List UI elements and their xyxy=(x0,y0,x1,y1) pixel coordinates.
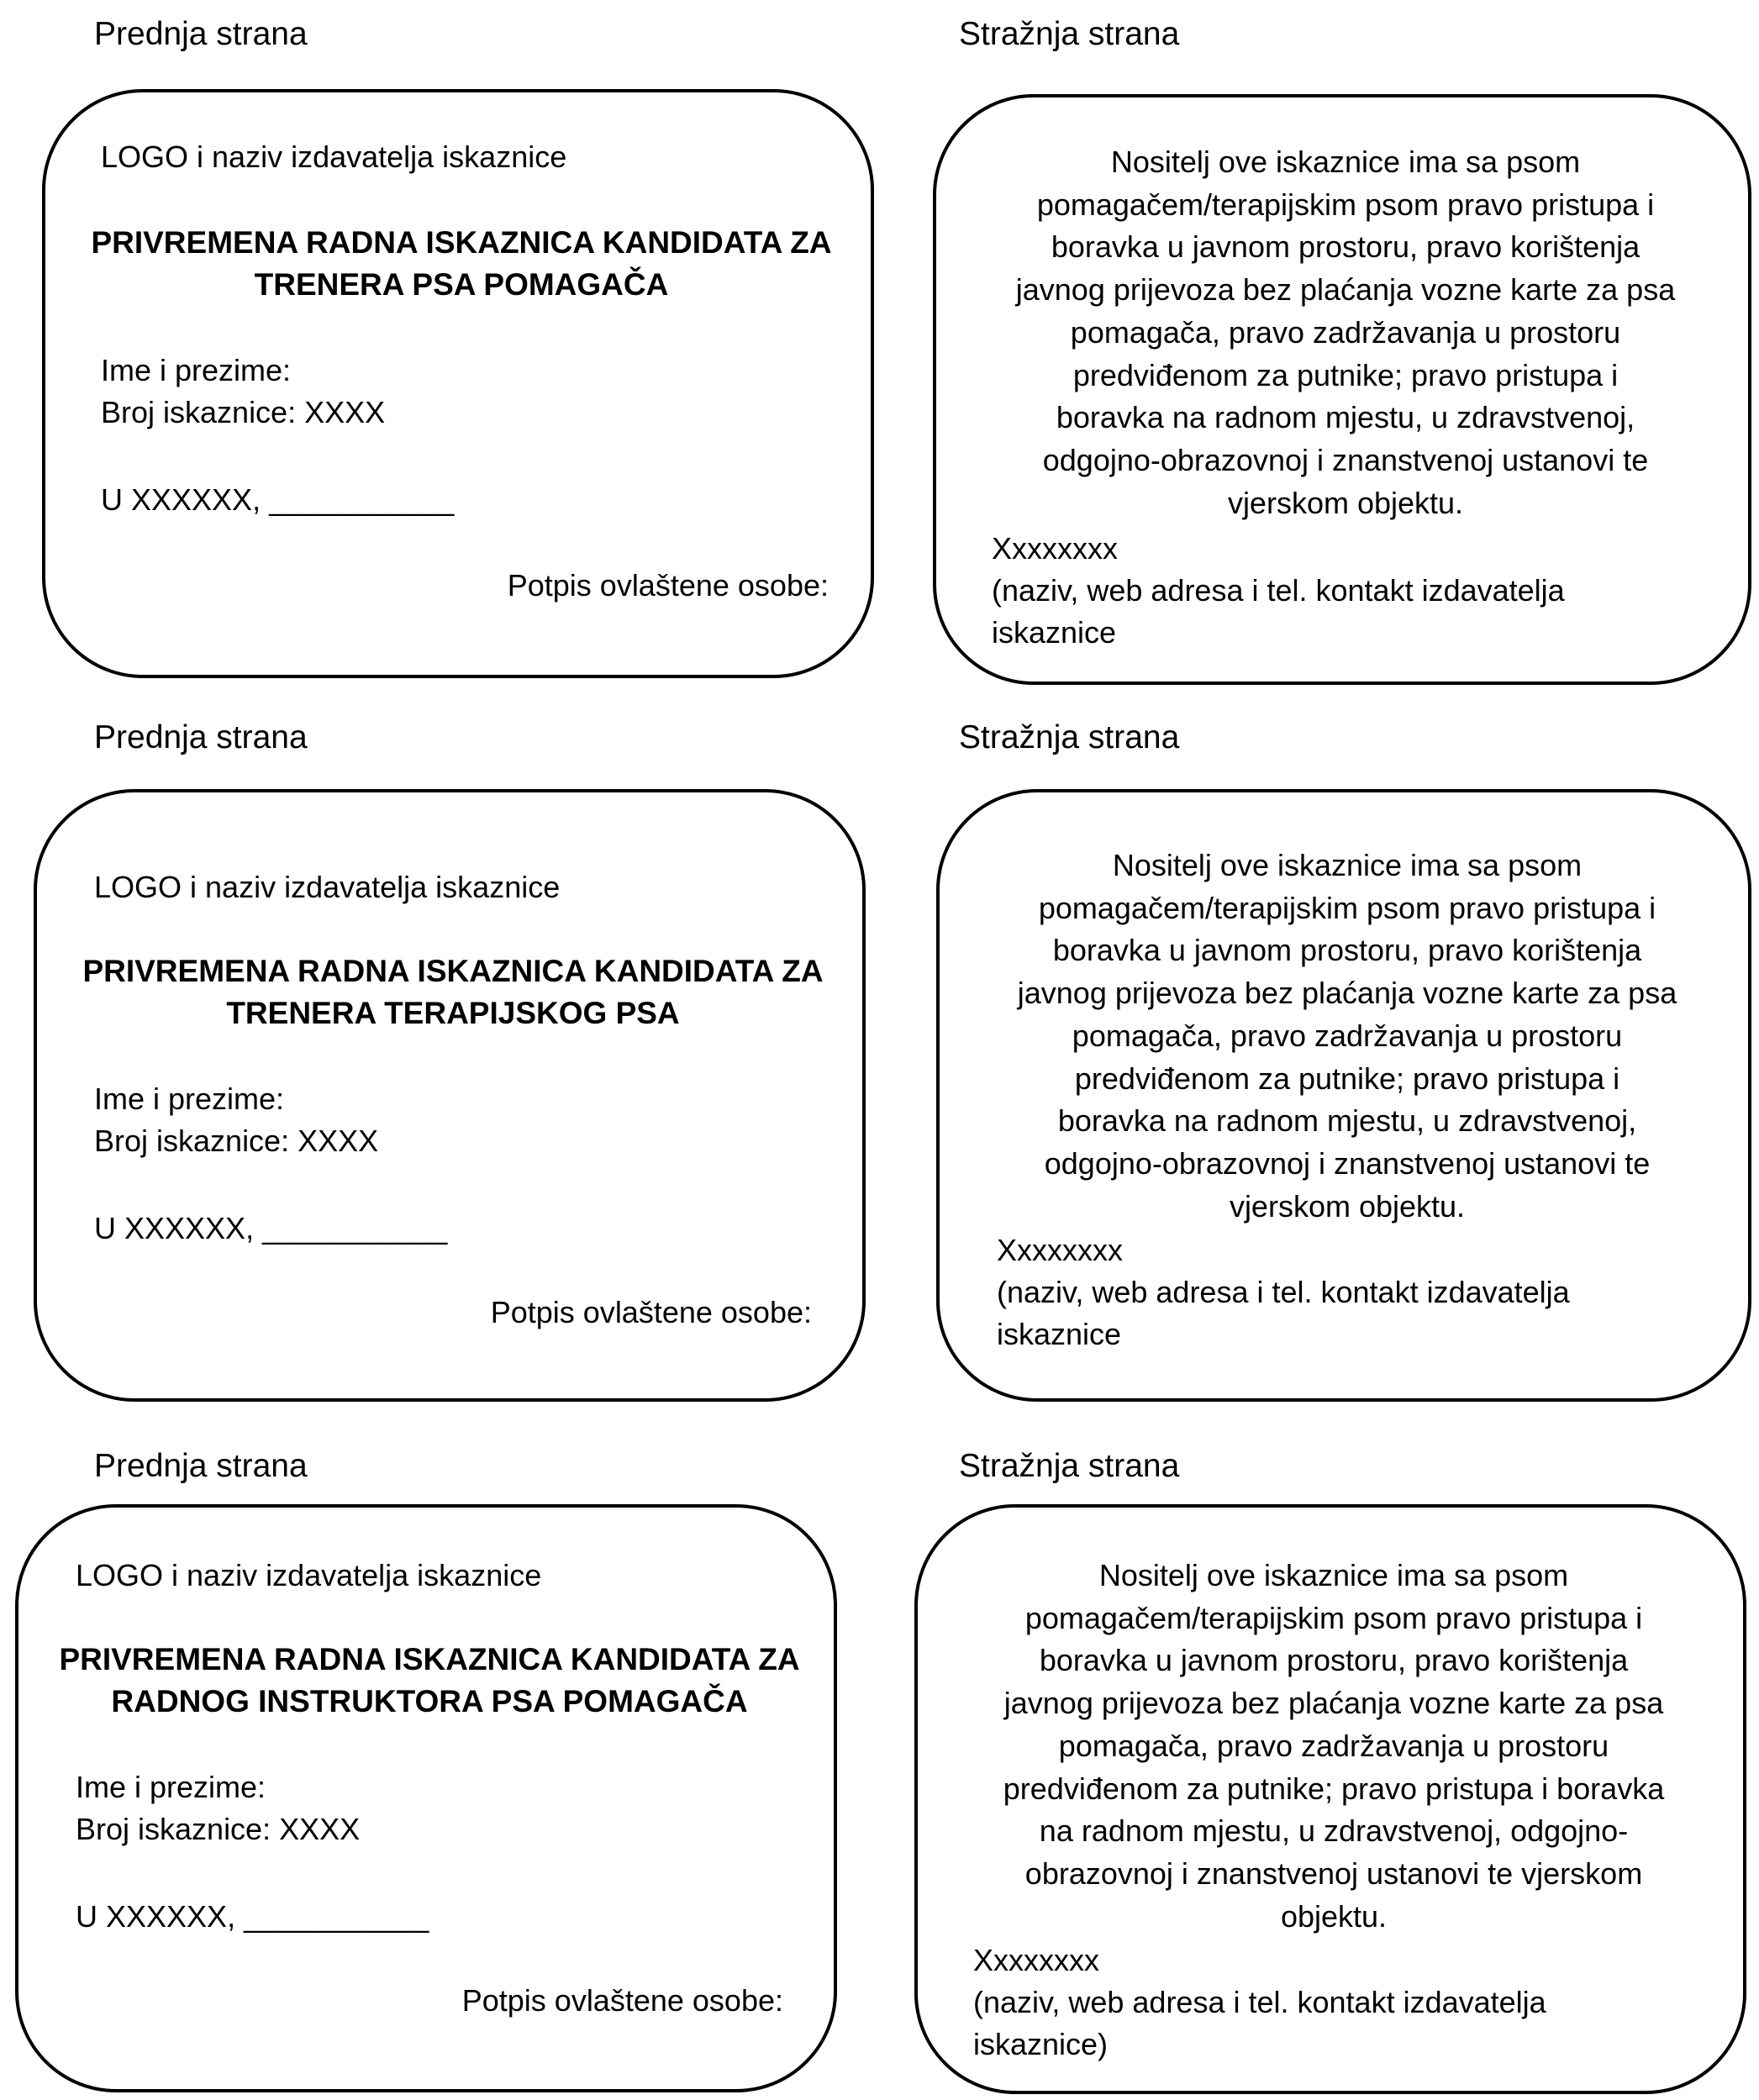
issuer-logo-placeholder: LOGO i naziv izdavatelja iskaznice xyxy=(101,139,567,174)
rights-text-line: boravka u javnom prostoru, pravo korištenja xyxy=(1052,933,1642,968)
rights-text-line: boravka na radnom mjestu, u zdravstvenoj, xyxy=(1057,1103,1637,1139)
rights-text-line: pomagačem/terapijskim psom pravo pristupa i xyxy=(1038,890,1656,925)
rights-text-line: na radnom mjestu, u zdravstvenoj, odgojno- xyxy=(1039,1813,1629,1849)
issuer-logo-placeholder: LOGO i naziv izdavatelja iskaznice xyxy=(76,1558,542,1592)
rights-text-line: predviđenom za putnike; pravo pristupa i xyxy=(1074,1061,1620,1096)
issuer-contact-line: Xxxxxxxx xyxy=(997,1233,1124,1267)
rights-text-line: pomagača, pravo zadržavanja u prostoru xyxy=(1058,1728,1609,1763)
card-3-front xyxy=(15,1504,837,2092)
back-side-label: Stražnja strana xyxy=(959,719,1180,755)
issuer-contact-line: Xxxxxxxx xyxy=(973,1943,1100,1977)
issuer-contact xyxy=(973,1939,1546,2066)
card-title-line-1: PRIVREMENA RADNA ISKAZNICA KANDIDATA ZA xyxy=(91,225,832,260)
issuer-contact-line: (naziv, web adresa i tel. kontakt izdavatelja xyxy=(997,1275,1570,1309)
rights-text-line: boravka na radnom mjestu, u zdravstvenoj, xyxy=(1056,400,1635,435)
card-title-line-2: RADNOG INSTRUKTORA PSA POMAGAČA xyxy=(111,1684,748,1718)
card-title-line-2: TRENERA TERAPIJSKOG PSA xyxy=(226,996,680,1030)
rights-text-line: odgojno-obrazovnoj i znanstvenoj ustanovi te xyxy=(1044,1145,1651,1181)
signature-label: Potpis ovlaštene osobe: xyxy=(507,568,829,603)
card-number-label: Broj iskaznice: XXXX xyxy=(94,1124,379,1158)
card-2-back xyxy=(936,789,1751,1402)
card-1-back xyxy=(933,94,1751,685)
name-field-label: Ime i prezime: xyxy=(94,1082,285,1116)
place-date-line: U XXXXXX, ___________ xyxy=(94,1211,448,1245)
rights-text-line: vjerskom objektu. xyxy=(1227,485,1464,520)
name-field-label: Ime i prezime: xyxy=(76,1770,266,1804)
front-side-label: Prednja strana xyxy=(94,16,308,52)
rights-text-line: javnog prijevoza bez plaćanja vozne karte za psa xyxy=(1015,272,1676,308)
card-title-line-2: TRENERA PSA POMAGAČA xyxy=(254,267,669,302)
rights-text-line: pomagača, pravo zadržavanja u prostoru xyxy=(1072,1018,1623,1053)
place-date-line: U XXXXXX, ___________ xyxy=(101,482,455,517)
signature-label: Potpis ovlaštene osobe: xyxy=(490,1295,812,1329)
issuer-contact-line: (naziv, web adresa i tel. kontakt izdavatelja xyxy=(973,1985,1546,2019)
back-side-label: Stražnja strana xyxy=(959,16,1180,52)
card-title-line-1: PRIVREMENA RADNA ISKAZNICA KANDIDATA ZA xyxy=(59,1642,800,1676)
rights-text xyxy=(936,141,1755,524)
issuer-contact xyxy=(992,528,1565,654)
card-3-back xyxy=(914,1504,1746,2094)
rights-text xyxy=(940,845,1755,1228)
issuer-contact-line: iskaznice xyxy=(992,615,1117,650)
card-1-front xyxy=(42,89,874,678)
issuer-logo-placeholder: LOGO i naziv izdavatelja iskaznice xyxy=(94,870,561,904)
name-field-label: Ime i prezime: xyxy=(101,353,292,387)
rights-text-line: objektu. xyxy=(1280,1898,1388,1934)
rights-text-line: pomagačem/terapijskim psom pravo pristupa i xyxy=(1024,1600,1643,1635)
rights-text-line: Nositelj ove iskaznice ima sa psom xyxy=(1098,1558,1569,1592)
rights-text-line: boravka u javnom prostoru, pravo korištenja xyxy=(1051,229,1641,265)
rights-text xyxy=(918,1555,1750,1938)
rights-text-line: obrazovnoj i znanstvenoj ustanovi te vjerskom xyxy=(1024,1855,1643,1891)
card-2-front xyxy=(34,789,866,1402)
issuer-contact-line: (naziv, web adresa i tel. kontakt izdavatelja xyxy=(992,573,1565,608)
card-title-line-1: PRIVREMENA RADNA ISKAZNICA KANDIDATA ZA xyxy=(82,954,824,988)
rights-text-line: boravka u javnom prostoru, pravo korištenja xyxy=(1039,1643,1629,1678)
rights-text-line: predviđenom za putnike; pravo pristupa i xyxy=(1072,357,1619,392)
issuer-contact xyxy=(997,1229,1570,1355)
rights-text-line: odgojno-obrazovnoj i znanstvenoj ustanovi te xyxy=(1042,442,1649,477)
back-side-label: Stražnja strana xyxy=(959,1448,1180,1484)
signature-label: Potpis ovlaštene osobe: xyxy=(461,1983,783,2018)
rights-text-line: Nositelj ove iskaznice ima sa psom xyxy=(1112,848,1583,882)
card-number-label: Broj iskaznice: XXXX xyxy=(101,395,386,429)
rights-text-line: Nositelj ove iskaznice ima sa psom xyxy=(1110,145,1581,179)
rights-text-line: pomagača, pravo zadržavanja u prostoru xyxy=(1070,314,1621,350)
front-side-label: Prednja strana xyxy=(94,719,308,755)
rights-text-line: vjerskom objektu. xyxy=(1229,1188,1466,1224)
card-number-label: Broj iskaznice: XXXX xyxy=(76,1812,361,1846)
issuer-contact-line: iskaznice xyxy=(997,1317,1122,1351)
rights-text-line: pomagačem/terapijskim psom pravo pristupa i xyxy=(1036,187,1655,222)
rights-text-line: predviđenom za putnike; pravo pristupa i boravka xyxy=(1003,1771,1665,1806)
front-side-label: Prednja strana xyxy=(94,1448,308,1484)
issuer-contact-line: iskaznice) xyxy=(973,2027,1109,2061)
place-date-line: U XXXXXX, ___________ xyxy=(76,1899,429,1934)
rights-text-line: javnog prijevoza bez plaćanja vozne karte za psa xyxy=(1003,1686,1664,1721)
issuer-contact-line: Xxxxxxxx xyxy=(992,531,1119,566)
rights-text-line: javnog prijevoza bez plaćanja vozne karte za psa xyxy=(1017,976,1677,1011)
